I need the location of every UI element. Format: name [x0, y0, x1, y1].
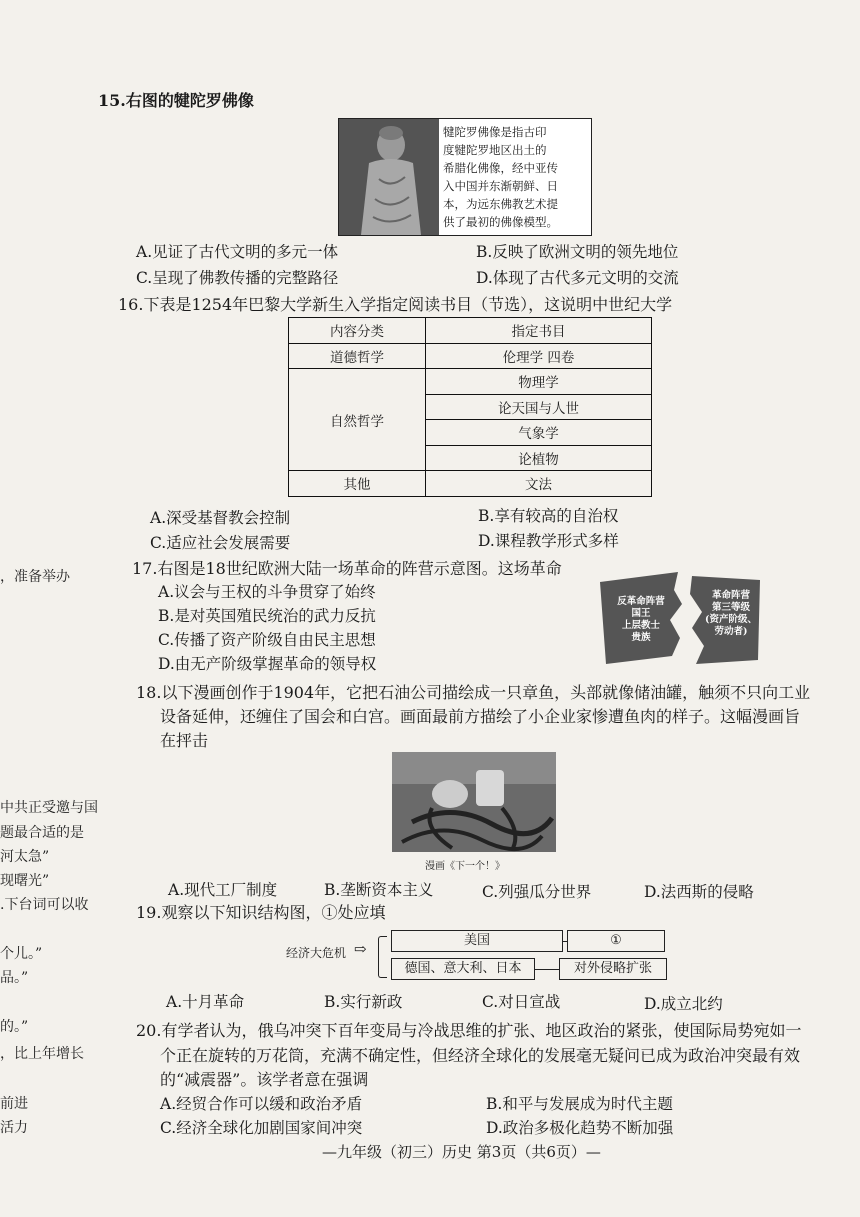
diagram-root: 经济大危机	[286, 946, 347, 960]
diagram-box-usa: 美国	[391, 930, 563, 952]
question-stem-line: 在抨击	[160, 731, 209, 750]
option-d[interactable]: D.成立北约	[644, 995, 723, 1013]
question-stem-line: 20.有学者认为，俄乌冲突下百年变局与冷战思维的扩张、地区政治的紧张，使国际局势宛如一	[136, 1021, 802, 1040]
option-b[interactable]: B.反映了欧洲文明的领先地位	[476, 243, 679, 261]
option-c[interactable]: C.传播了资产阶级自由民主思想	[158, 631, 376, 649]
bleed-line: 前进	[0, 1096, 28, 1112]
table-cell-book: 气象学	[426, 420, 652, 446]
question-stem-line: 个正在旋转的万花筒，充满不确定性，但经济全球化的发展毫无疑问已成为政治冲突最有效	[160, 1046, 801, 1065]
option-d[interactable]: D.体现了古代多元文明的交流	[476, 269, 679, 287]
buddha-statue-image	[339, 119, 439, 235]
caption-line: 本，为远东佛教艺术提	[443, 197, 558, 211]
camp-label: 劳动者)	[714, 626, 748, 637]
table-header: 内容分类	[289, 318, 426, 344]
bleed-line: 个儿。”	[0, 946, 43, 962]
gandhara-buddha-figure	[338, 118, 592, 236]
bleed-line: 现曙光”	[0, 873, 50, 889]
caption-line: 度犍陀罗地区出土的	[443, 143, 547, 157]
option-d[interactable]: D.政治多极化趋势不断加强	[486, 1119, 674, 1137]
diagram-box-blank: ①	[567, 930, 665, 952]
bleed-line: 的。”	[0, 1019, 29, 1035]
bracket	[378, 936, 387, 978]
option-d[interactable]: D.课程教学形式多样	[478, 532, 619, 550]
option-c[interactable]: C.对日宣战	[482, 993, 561, 1011]
question-stem-line: 设备延伸，还缠住了国会和白宫。画面最前方描绘了小企业家惨遭鱼肉的样子。这幅漫画旨	[160, 707, 801, 726]
camp-label: 上层教士	[621, 620, 660, 631]
option-a[interactable]: A.经贸合作可以缓和政治矛盾	[160, 1095, 363, 1113]
option-c[interactable]: C.呈现了佛教传播的完整路径	[136, 269, 339, 287]
bleed-line: 品。”	[0, 970, 29, 986]
table-cell-book: 物理学	[426, 369, 652, 395]
option-a[interactable]: A.十月革命	[166, 993, 245, 1011]
table-cell-category: 自然哲学	[289, 369, 426, 471]
question-stem: 19.观察以下知识结构图，①处应填	[136, 903, 386, 922]
revolution-camps-figure	[596, 568, 766, 668]
option-a[interactable]: A.见证了古代文明的多元一体	[136, 243, 339, 261]
question-stem: 16.下表是1254年巴黎大学新生入学指定阅读书目（节选），这说明中世纪大学	[118, 295, 673, 314]
question-stem: 17.右图是18世纪欧洲大陆一场革命的阵营示意图。这场革命	[132, 559, 562, 578]
bleed-line: ，比上年增长	[0, 1046, 84, 1062]
table-cell-book: 伦理学 四卷	[426, 343, 652, 369]
question-stem-line: 的“减震器”。该学者意在强调	[160, 1070, 369, 1089]
page-footer: —九年级（初三）历史 第3页（共6页）—	[322, 1143, 601, 1161]
octopus-cartoon-image	[392, 752, 556, 852]
caption-line: 犍陀罗佛像是指古印	[443, 125, 547, 139]
connector	[535, 969, 559, 970]
table-header: 指定书目	[426, 318, 652, 344]
question-stem-line: 18.以下漫画创作于1904年，它把石油公司描绘成一只章鱼，头部就像储油罐，触须不只向工业	[136, 683, 811, 702]
bleed-line: 题最合适的是	[0, 825, 84, 841]
table-cell-book: 文法	[426, 471, 652, 497]
option-b[interactable]: B.实行新政	[324, 993, 403, 1011]
camp-label: 革命阵营	[711, 590, 750, 601]
table-cell-book: 论植物	[426, 445, 652, 471]
option-a[interactable]: A.现代工厂制度	[168, 881, 278, 899]
cartoon-caption: 漫画《下一个！》	[425, 861, 505, 872]
option-d[interactable]: D.法西斯的侵略	[644, 883, 754, 901]
question-stem: 15.右图的犍陀罗佛像	[98, 91, 254, 110]
option-b[interactable]: B.享有较高的自治权	[478, 507, 619, 525]
bleed-line: 中共正受邀与国	[0, 800, 98, 816]
arrow-right-icon: ⇨	[354, 940, 367, 958]
option-b[interactable]: B.和平与发展成为时代主题	[486, 1095, 673, 1113]
caption-line: 入中国并东渐朝鲜、日	[443, 179, 558, 193]
caption-line: 供了最初的佛像模型。	[443, 215, 558, 229]
table-cell-book: 论天国与人世	[426, 394, 652, 420]
camp-label: 贵族	[631, 632, 651, 643]
bleed-line: ，准备举办	[0, 569, 70, 585]
table-cell-category: 其他	[289, 471, 426, 497]
bleed-line: .下台词可以收	[0, 897, 89, 913]
option-c[interactable]: C.适应社会发展需要	[150, 534, 291, 552]
diagram-box-expansion: 对外侵略扩张	[559, 958, 667, 980]
reading-list-table	[288, 317, 652, 497]
option-c[interactable]: C.列强瓜分世界	[482, 883, 592, 901]
option-d[interactable]: D.由无产阶级掌握革命的领导权	[158, 655, 377, 673]
option-b[interactable]: B.是对英国殖民统治的武力反抗	[158, 607, 376, 625]
camp-label: 第三等级	[711, 602, 750, 613]
option-a[interactable]: A.深受基督教会控制	[150, 509, 291, 527]
caption-line: 希腊化佛像，经中亚传	[443, 161, 558, 175]
camp-label: (资产阶级、	[705, 614, 757, 625]
option-c[interactable]: C.经济全球化加剧国家间冲突	[160, 1119, 363, 1137]
bleed-line: 活力	[0, 1120, 28, 1136]
diagram-box-axis: 德国、意大利、日本	[391, 958, 535, 980]
bleed-line: 河太急”	[0, 849, 50, 865]
option-b[interactable]: B.垄断资本主义	[324, 881, 434, 899]
camp-label: 反革命阵营	[617, 596, 665, 607]
table-cell-category: 道德哲学	[289, 343, 426, 369]
camp-label: 国王	[631, 608, 651, 619]
option-a[interactable]: A.议会与王权的斗争贯穿了始终	[158, 583, 376, 601]
